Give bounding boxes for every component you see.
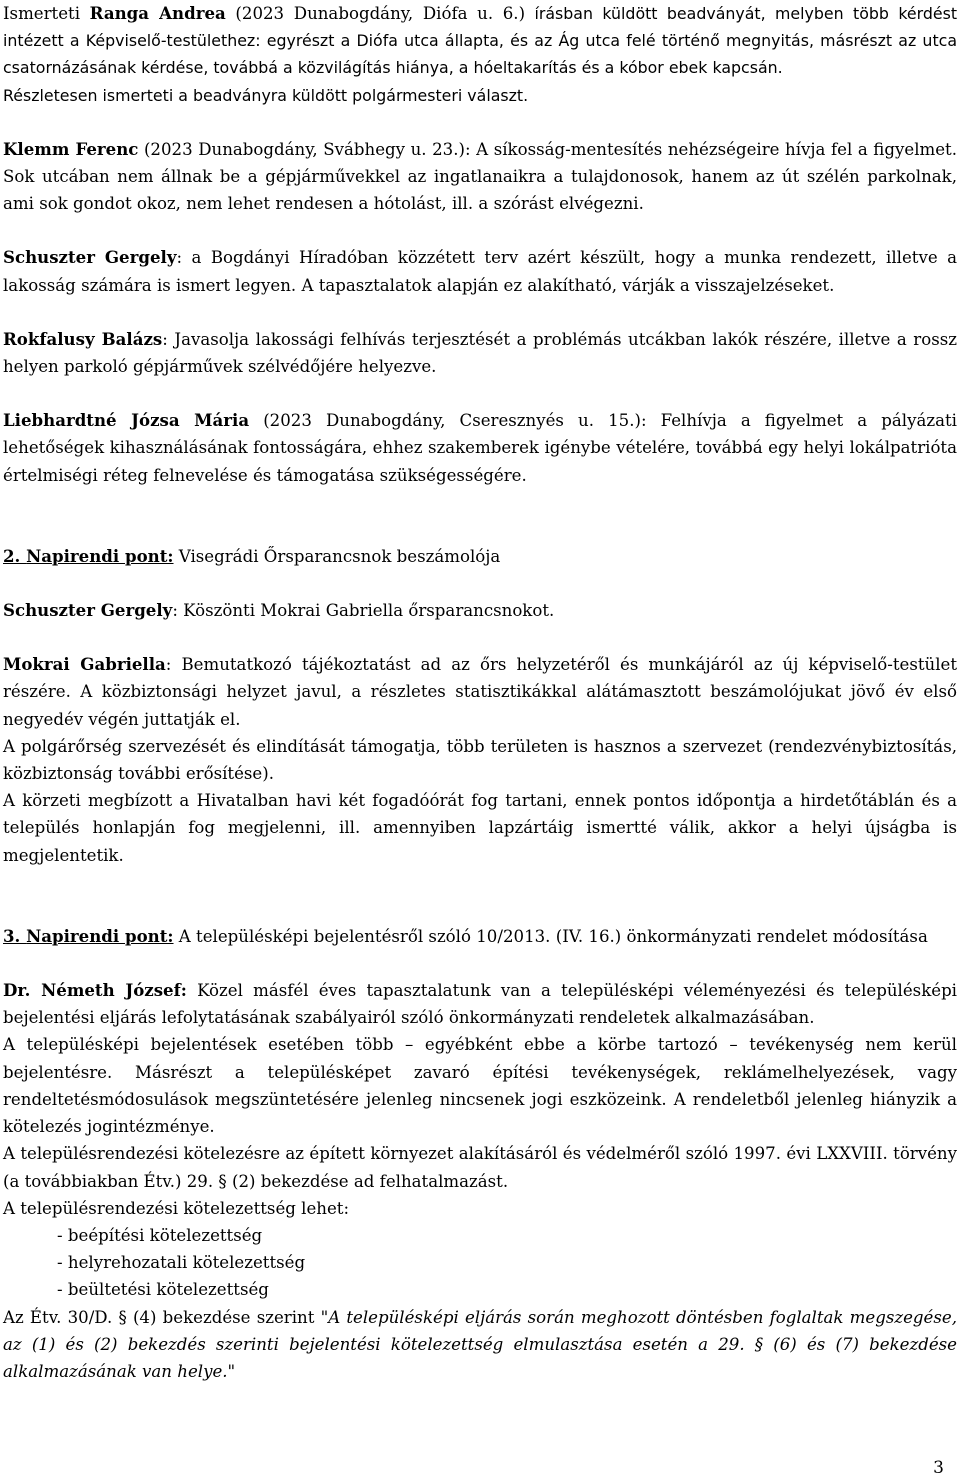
paragraph-schuszter-1 xyxy=(3,244,957,298)
spacer xyxy=(3,217,957,244)
text: : Bemutatkozó tájékoztatást ad az őrs helyzetéről és munkájáról az új képviselő-testület részére. A közbiztonsági helyzet javul, a részletes statisztikákkal alátámasztott beszámolójukat jövő év első negyedév végén juttatják el. xyxy=(3,655,957,729)
spacer xyxy=(3,570,957,597)
agenda-number: 3. xyxy=(3,925,27,946)
text: írásban küldött beadványát, melyben több kérdést intézett a Képviselő-testülethez: egyrészt a Diófa utca állapta, és az Ág utca felé történő megnyitás, másrészt az utca csatornázásának kérdése, továbbá a közvilágítás hiánya, a hóeltakarítás és a kóbor ebek kapcsán. xyxy=(3,4,958,78)
speaker-name: Schuszter Gergely xyxy=(3,247,177,268)
agenda-title: Visegrádi Őrsparancsnok beszámolója xyxy=(173,546,501,566)
agenda-label: Napirendi pont: xyxy=(26,925,174,946)
agenda-item-3 xyxy=(3,923,957,950)
paragraph-klemm xyxy=(3,136,957,218)
speaker-name: Dr. Németh József: xyxy=(3,980,187,1001)
agenda-number: 2. xyxy=(3,545,27,566)
paragraph-liebhardtne xyxy=(3,407,957,489)
text: Ismerteti xyxy=(3,4,90,23)
spacer xyxy=(3,869,957,923)
speaker-name: Ranga Andrea xyxy=(89,3,226,23)
speaker-name: Rokfalusy Balázs xyxy=(3,328,163,349)
spacer xyxy=(3,380,957,407)
text: (2023 Dunabogdány, Cseresznyés u. 15.): Felhívja a figyelmet a pályázati lehetőségek kihasználásának fontosságára, ehhez szakemberek igénybe vételére, továbbá egy helyi lokálpatrióta értelmiségi réteg felnevelése és támogatása szükségességére. xyxy=(3,411,957,485)
paragraph-nemeth-2: A településképi bejelentések esetében több – egyébként ebbe a körbe tartozó – tevékenység nem kerül bejelentésre. Másrészt a településképet zavaró építési tevékenységek, reklámelhelyezések, vagy rendeltetésmódosulások megszüntetésére jelenleg nincsenek jogi eszközeink. A rendeletből jelenleg hiányzik a kötelezés jogintézménye. xyxy=(3,1035,957,1137)
paragraph-ranga xyxy=(3,0,957,82)
list-item: - beültetési kötelezettség xyxy=(57,1280,269,1300)
paragraph-nemeth xyxy=(3,977,957,1031)
text: (2023 Dunabogdány, Svábhegy u. 23.): A síkosság-mentesítés nehézségeire hívja fel a figyelmet. Sok utcában nem állnak be a gépjárművekkel az ingatlanaikra a tulajdonosok, hanem az út szélén parkolnak, ami sok gondot okoz, nem lehet rendesen a hótolást, ill. a szórást elvégezni. xyxy=(3,139,957,214)
quote: "A településképi eljárás során meghozott döntésben foglaltak megszegése, az (1) és (2) bekezdés szerinti bejelentési kötelezettség elmulasztása esetén a 29. § (6) és (7) bekezdése alkalmazásának van helye." xyxy=(3,1307,957,1381)
text: Közel másfél éves tapasztalatunk van a településképi véleményezési és településképi bejelentési eljárás lefolytatásának szabályairól szóló önkormányzati rendeletek alkalmazásában. xyxy=(3,981,957,1028)
spacer xyxy=(3,489,957,543)
paragraph-nemeth-5 xyxy=(3,1304,957,1386)
text: : Köszönti Mokrai Gabriella őrsparancsnokot. xyxy=(172,601,555,621)
document-page xyxy=(3,0,957,1385)
list-item: - helyrehozatali kötelezettség xyxy=(57,1253,306,1273)
speaker-name: Schuszter Gergely xyxy=(3,600,173,621)
paragraph-nemeth-4: A településrendezési kötelezettség lehet: xyxy=(3,1198,350,1218)
paragraph-schuszter-2 xyxy=(3,597,957,624)
spacer xyxy=(3,299,957,326)
text: : a Bogdányi Híradóban közzétett terv azért készült, hogy a munka rendezett, illetve a lakosság számára is ismert legyen. A tapasztalatok alapján ez alakítható, várják a visszajelzéseket. xyxy=(3,248,957,295)
paragraph-mokrai-2: A polgárőrség szervezését és elindítását támogatja, több területen is hasznos a szervezet (rendezvénybiztosítás, közbiztonság további erősítése). xyxy=(3,736,957,784)
speaker-name: Liebhardtné Józsa Mária xyxy=(3,410,250,431)
spacer xyxy=(3,624,957,651)
list-item: - beépítési kötelezettség xyxy=(57,1225,263,1245)
page-number: 3 xyxy=(933,1458,944,1478)
paragraph-mokrai-3: A körzeti megbízott a Hivatalban havi két fogadóórát fog tartani, ennek pontos időpontja a hirdetőtáblán és a település honlapján fog megjelenni, ill. amennyiben lapzártáig ismertté válik, akkor a helyi újságba is megjelentetik. xyxy=(3,791,957,865)
spacer xyxy=(3,950,957,977)
paragraph-mokrai xyxy=(3,651,957,733)
agenda-title: A településképi bejelentésről szóló 10/2013. (IV. 16.) önkormányzati rendelet módosítása xyxy=(173,926,928,946)
agenda-label: Napirendi pont: xyxy=(26,545,174,566)
paragraph-ranga-answer: Részletesen ismerteti a beadványra küldött polgármesteri választ. xyxy=(3,85,529,105)
speaker-name: Mokrai Gabriella xyxy=(3,654,166,675)
speaker-name: Klemm Ferenc xyxy=(3,138,139,159)
paragraph-rokfalusy xyxy=(3,326,957,380)
text: Az Étv. 30/D. § (4) bekezdése szerint xyxy=(3,1307,321,1327)
spacer xyxy=(3,109,957,136)
text: : Javasolja lakossági felhívás terjesztését a problémás utcákban lakók részére, illetve a rossz helyen parkoló gépjárművek szélvédőjére helyezve. xyxy=(3,329,957,377)
agenda-item-2 xyxy=(3,543,957,570)
paragraph-nemeth-3: A településrendezési kötelezésre az épített környezet alakításáról és védelméről szóló 1997. évi LXXVIII. törvény (a továbbiakban Étv.) 29. § (2) bekezdése ad felhatalmazást. xyxy=(3,1144,957,1191)
text: (2023 Dunabogdány, Diófa u. 6.) xyxy=(225,4,526,23)
